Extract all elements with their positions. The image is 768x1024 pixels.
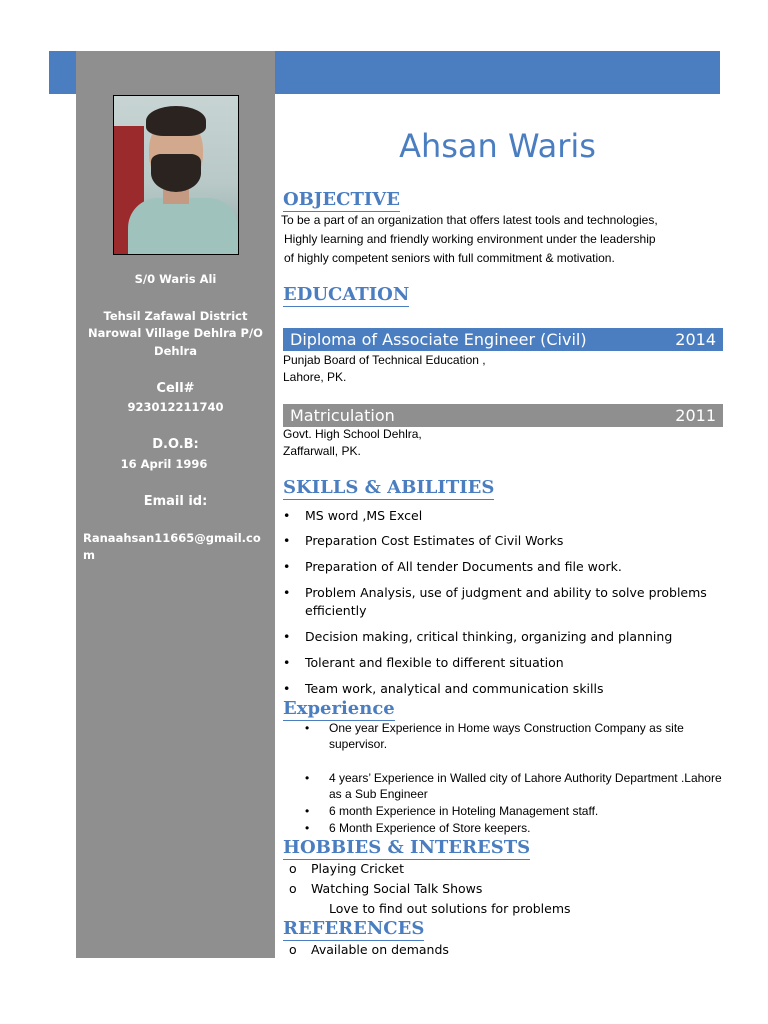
email-line-2: m [83,548,95,562]
references-heading: REFERENCES [283,918,425,939]
email-label: Email id: [143,494,208,509]
address-line-2: Narowal Village Dehlra P/O [88,326,263,340]
education-title: Diploma of Associate Engineer (Civil) [290,330,587,349]
education-year: 2011 [675,406,716,425]
objective-line-1: To be a part of an organization that offers latest tools and technologies, [281,213,658,227]
address-line-3: Dehlra [154,344,197,358]
objective-line-3: of highly competent seniors with full commitment & motivation. [284,251,615,265]
profile-photo [113,95,239,255]
hobbies-heading: HOBBIES & INTERESTS [283,837,531,858]
email-line-1: Ranaahsan11665@gmail.co [83,531,261,545]
father-name: S/0 Waris Ali [134,272,217,286]
address-line-1: Tehsil Zafawal District [103,309,248,323]
education-location: Zaffarwall, PK. [283,444,361,458]
hobby-extra: Love to find out solutions for problems [329,901,571,916]
cell-label: Cell# [156,381,195,396]
education-institute: Punjab Board of Technical Education , [283,353,486,367]
objective-line-2: Highly learning and friendly working environment under the leadership [284,232,656,246]
education-bar-diploma [283,328,723,351]
objective-heading: OBJECTIVE [283,189,400,210]
skills-heading: SKILLS & ABILITIES [283,477,495,498]
cell-value: 923012211740 [127,400,224,414]
education-year: 2014 [675,330,716,349]
education-institute: Govt. High School Dehlra, [283,427,422,441]
education-title: Matriculation [290,406,395,425]
dob-label: D.O.B: [152,437,199,452]
education-location: Lahore, PK. [283,370,347,384]
dob-value: 16 April 1996 [120,457,208,471]
experience-heading: Experience [283,698,395,719]
education-heading: EDUCATION [283,284,410,305]
education-bar-matric [283,404,723,427]
candidate-name: Ahsan Waris [399,127,596,165]
